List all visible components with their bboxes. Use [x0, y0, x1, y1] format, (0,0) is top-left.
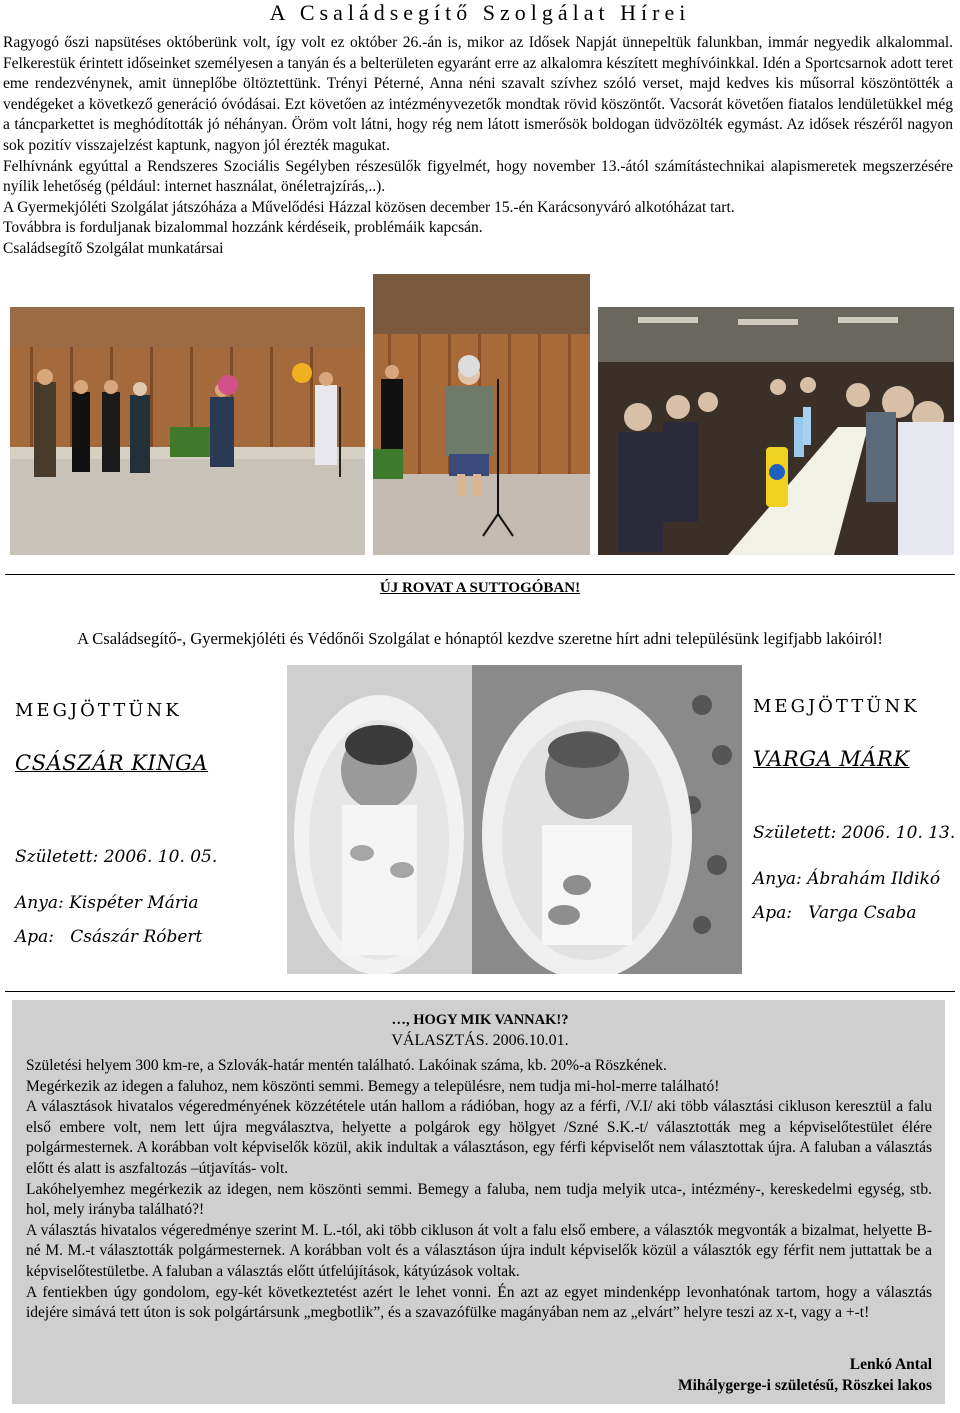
intro-signature: Családsegítő Szolgálat munkatársai [3, 239, 224, 257]
father-name: Apa: Császár Róbert [15, 927, 203, 947]
baby-name: VARGA MÁRK [753, 747, 910, 771]
news-signature [678, 1354, 932, 1396]
photo-baby-mark [472, 665, 742, 974]
birth-date: Született: 2006. 10. 13. [753, 823, 956, 843]
mother-name: Anya: Kispéter Mária [15, 893, 199, 913]
section-divider [5, 574, 955, 575]
photo-banquet [598, 307, 954, 555]
author-origin: Mihálygerge-i születésű, Röszkei lakos [677, 1377, 932, 1394]
news-title: …, HOGY MIK VANNAK!? [391, 1012, 569, 1028]
mother-name: Anya: Ábrahám Ildikó [753, 869, 941, 889]
intro-paragraph: Felhívnánk egyúttal a Rendszeres Szociális Segélyben részesülők figyelmét, hogy november 13.-ától számítástechnikai alapismeretek megszerzésére nyílik lehetőség (például: internet használat, önéletrajzírás,..). [3, 157, 953, 196]
intro-paragraph: Ragyogó őszi napsütéses októberünk volt, így volt ez október 26.-án is, mikor az Idősek Napját ünnepeltük falunkban, immár negyedik alkalommal. Felkerestük érintett időseinket személyesen a tanyán és a belterületen egyaránt erre az alkalomra készített meghívóinkkal. Idén a Sportcsarnok adott teret eme rendezvénynek, amit ünneplőbe öltöztettünk. Trényi Péterné, Anna néni szavalt szívhez szóló verset, majd kedves kis műsorral köszöntötték a vendégeket a következő generáció óvódásai. Ezt követően az intézményvezetők mondtak rövid köszöntőt. Vacsorát követően fiatalos lendületükkel még a táncparkettet is meghódították jó néhányan. Öröm volt látni, hogy rég nem látott ismerősök boldogan üdvözölték egymást. Az idősek részéről nagyon sok pozitív visszajelzést kaptunk, nagyon jól érezték magukat. [3, 34, 953, 154]
intro-article [3, 33, 953, 260]
intro-paragraph: Továbbra is forduljanak bizalommal hozzánk kérdéseik, problémáik kapcsán. [3, 219, 483, 237]
baby-name: CSÁSZÁR KINGA [15, 751, 209, 775]
news-paragraph: A választás hivatalos végeredménye szerint M. L.-tól, aki több cikluson át volt a falu első embere, a választók megvonták a bizalmat, helyette B-né M. M.-t választották polgármesternek. A korábban volt és a választáson újra indult képviselők közül a választók egy férfit nem juttattak be a képviselőtestületbe. A faluban a választás előtt útfelújítások, kátyúzások voltak. [26, 1221, 932, 1280]
page-header: A Családsegítő Szolgálat Hírei [269, 0, 691, 25]
intro-paragraph: A Gyermekjóléti Szolgálat játszóháza a Művelődési Házzal közösen december 15.-én Karácsonyváró alkotóházat tart. [3, 198, 735, 216]
news-paragraph: A fentiekben úgy gondolom, egy-két következtetést azért le lehet vonni. Én azt az egyet mindenképp levonhatónak tartom, hogy a választás idejére simává tett úton is sok polgártársunk „megbotlik”, és a szavazófülke magányában nem az „elvárt” helyre teszi az x-t, vagy a +-t! [26, 1283, 932, 1322]
baby-info-right [753, 696, 958, 923]
news-paragraph: Lakóhelyemhez megérkezik az idegen, nem köszönti semmi. Bemegy a faluba, nem tudja melyik utca-, intézmény-, kereskedelmi egység, stb. hol, mely irányba található?! [26, 1180, 932, 1219]
new-column-description: A Családsegítő-, Gyermekjóléti és Védőnői Szolgálat e hónaptól kezdve szeretne hírt adni településünk legifjabb lakóiról! [77, 629, 883, 648]
baby-info-left [15, 700, 285, 947]
section-divider [5, 991, 955, 992]
news-paragraph: A választások hivatalos végeredményének közzététele után hallom a rádióban, hogy az a férfi, /V.I/ aki több választási cikluson keresztül a falu első embere volt, nem lett újra megválasztva, helyette a polgárok egy hölgyet /Szné S.K.-t/ választották meg a képviselőtestület élére polgármesternek. A korábban volt képviselők közül, akik indultak a választáson, egy férfi képviselőt nem választottak újra. A faluban a választás előtt és alatt is aszfaltozás –útjavítás- volt. [26, 1098, 932, 1177]
birth-date: Született: 2006. 10. 05. [15, 847, 218, 867]
photo-stage-speakers [10, 307, 365, 555]
news-dateline: VÁLASZTÁS. 2006.10.01. [391, 1032, 569, 1049]
news-paragraph: Megérkezik az idegen a faluhoz, nem köszönti semmi. Bemegy a településre, nem tudja mi-hol-merre található! [26, 1077, 720, 1095]
father-name: Apa: Varga Csaba [753, 903, 917, 923]
arrival-heading: MEGJÖTTÜNK [15, 700, 182, 721]
author-name: Lenkó Antal [849, 1356, 932, 1373]
arrival-heading: MEGJÖTTÜNK [753, 696, 920, 717]
news-paragraph: Születési helyem 300 km-re, a Szlovák-határ mentén található. Lakóinak száma, kb. 20%-a Röszkének. [26, 1057, 667, 1074]
new-column-title: ÚJ ROVAT A SUTTOGÓBAN! [379, 580, 581, 596]
news-body [26, 1056, 932, 1324]
photo-baby-kinga [287, 665, 472, 974]
photo-woman-reciting [373, 274, 590, 555]
